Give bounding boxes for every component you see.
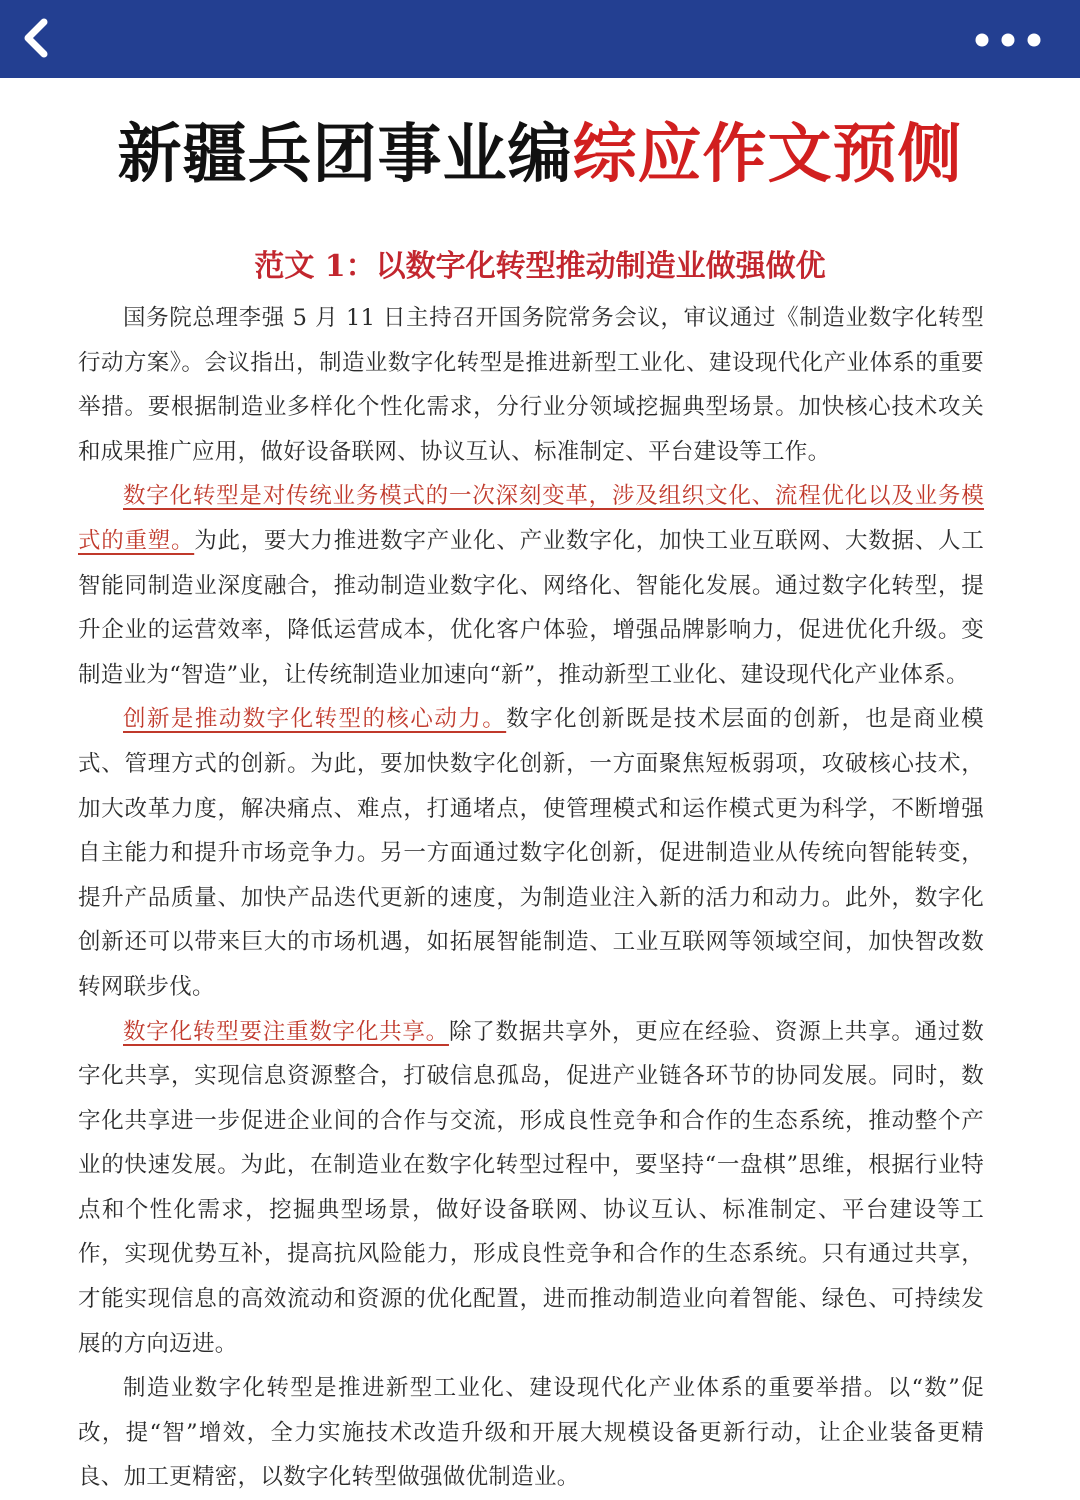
page-title bbox=[0, 112, 1080, 198]
paragraph-4-highlight: 数字化转型要注重数字化共享。 bbox=[123, 1018, 449, 1045]
paragraph-1-text: 国务院总理李强 5 月 11 日主持召开国务院常务会议，审议通过《制造业数字化转型行动方案》。会议指出，制造业数字化转型是推进新型工业化、建设现代化产业体系的重要举措。要根据制造业多样化个性化需求，分行业分领域挖掘典型场景。加快核心技术攻关和成果推广应用，做好设备联网、协议互认、标准制定、平台建设等工作。 bbox=[78, 305, 984, 465]
paragraph-3-text: 数字化创新既是技术层面的创新，也是商业模式、管理方式的创新。为此，要加快数字化创新，一方面聚焦短板弱项，攻破核心技术，加大改革力度，解决痛点、难点，打通堵点，使管理模式和运作模式更为科学，不断增强自主能力和提升市场竞争力。另一方面通过数字化创新，促进制造业从传统向智能转变，提升产品质量、加快产品迭代更新的速度，为制造业注入新的活力和动力。此外，数字化创新还可以带来巨大的市场机遇，如拓展智能制造、工业互联网等领域空间，加快智改数转网联步伐。 bbox=[78, 706, 984, 1000]
paragraph-4-text: 除了数据共享外，更应在经验、资源上共享。通过数字化共享，实现信息资源整合，打破信息孤岛，促进产业链各环节的协同发展。同时，数字化共享进一步促进企业间的合作与交流，形成良性竞争和合作的生态系统，推动整个产业的快速发展。为此，在制造业在数字化转型过程中，要坚持“一盘棋”思维，根据行业特点和个性化需求，挖掘典型场景，做好设备联网、协议互认、标准制定、平台建设等工作，实现优势互补，提高抗风险能力，形成良性竞争和合作的生态系统。只有通过共享，才能实现信息的高效流动和资源的优化配置，进而推动制造业向着智能、绿色、可持续发展的方向迈进。 bbox=[78, 1018, 984, 1357]
paragraph-3-highlight: 创新是推动数字化转型的核心动力。 bbox=[123, 706, 507, 733]
chevron-left-icon bbox=[14, 14, 62, 62]
top-nav-bar bbox=[0, 0, 1080, 78]
paragraph-2-highlight: 数字化转型是对传统业务模式的一次深刻变革，涉及组织文化、流程优化以及业务模式的重塑。 bbox=[78, 483, 984, 554]
more-button[interactable] bbox=[972, 24, 1044, 56]
essay-body bbox=[78, 296, 984, 1500]
paragraph-5-text: 制造业数字化转型是推进新型工业化、建设现代化产业体系的重要举措。以“数”促改，提“智”增效，全力实施技术改造升级和开展大规模设备更新行动，让企业装备更精良、加工更精密，以数字化转型做强做优制造业。 bbox=[78, 1375, 984, 1491]
paragraph-5 bbox=[78, 1366, 984, 1500]
paragraph-4 bbox=[78, 1010, 984, 1367]
paragraph-1 bbox=[78, 296, 984, 474]
title-black-part: 新疆兵团事业编 bbox=[117, 118, 573, 192]
essay-subtitle: 范文 1：以数字化转型推动制造业做强做优 bbox=[254, 249, 826, 284]
more-dots-icon bbox=[972, 24, 1044, 56]
paragraph-2 bbox=[78, 474, 984, 697]
title-red-part: 综应作文预侧 bbox=[572, 118, 963, 192]
paragraph-3 bbox=[78, 697, 984, 1009]
paragraph-2-text: 为此，要大力推进数字产业化、产业数字化，加快工业互联网、大数据、人工智能同制造业深度融合，推动制造业数字化、网络化、智能化发展。通过数字化转型，提升企业的运营效率，降低运营成本，优化客户体验，增强品牌影响力，促进优化升级。变制造业为“智造”业，让传统制造业加速向“新”，推动新型工业化、建设现代化产业体系。 bbox=[78, 527, 984, 688]
back-button[interactable] bbox=[14, 14, 62, 62]
